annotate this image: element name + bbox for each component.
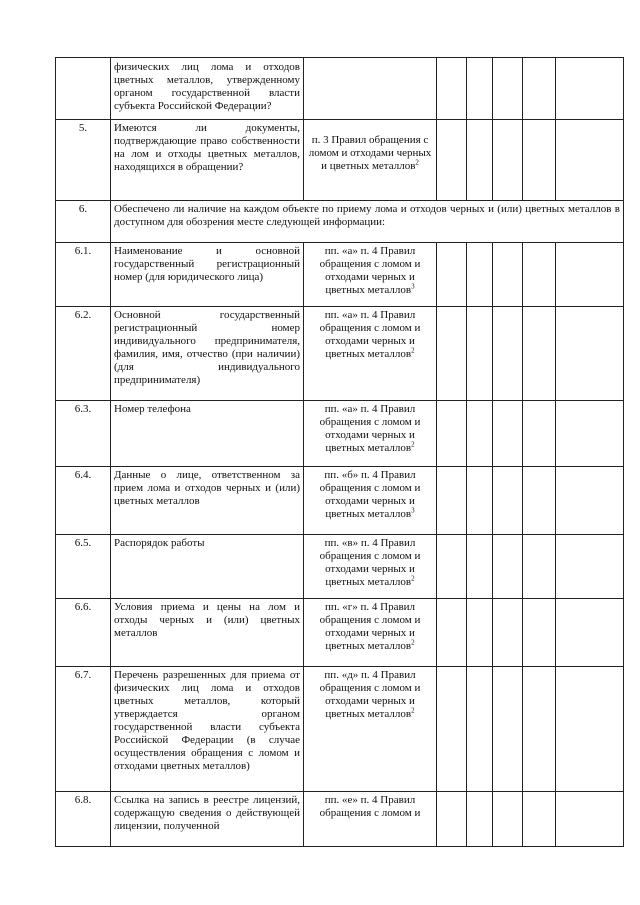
answer-cell [523, 243, 556, 307]
question-text: Перечень разрешенных для приема от физических лиц лома и отходов цветных металлов, который утверждается органом государственной власти субъекта Российской Федерации (в случае осуществления обращения с ломом и отходами цветных металлов) [111, 667, 304, 792]
notes-cell [556, 667, 624, 792]
table-row [56, 120, 624, 201]
answer-cell [493, 243, 523, 307]
table-row [56, 58, 624, 120]
reference-text: пп. «а» п. 4 Правил обращения с ломом и отходами черных и цветных металлов [319, 309, 421, 360]
reference-text: п. 3 Правил обращения с ломом и отходами черных и цветных металлов [308, 134, 432, 172]
reference-text: пп. «е» п. 4 Правил обращения с ломом и [319, 794, 421, 819]
notes-cell [556, 467, 624, 535]
answer-cell [493, 307, 523, 401]
answer-cell [437, 467, 467, 535]
reference-cell [304, 667, 437, 792]
reference-cell [304, 120, 437, 201]
answer-cell [467, 58, 493, 120]
question-text: Ссылка на запись в реестре лицензий, содержащую сведения о действующей лицензии, полученной [111, 792, 304, 847]
answer-cell [467, 243, 493, 307]
row-number: 6.4. [56, 467, 111, 535]
reference-text: пп. «а» п. 4 Правил обращения с ломом и отходами черных и цветных металлов [319, 245, 421, 296]
answer-cell [437, 58, 467, 120]
table-row [56, 792, 624, 847]
answer-cell [493, 792, 523, 847]
footnote-marker: 2 [415, 158, 419, 167]
row-number: 6.1. [56, 243, 111, 307]
notes-cell [556, 120, 624, 201]
answer-cell [493, 58, 523, 120]
reference-cell [304, 401, 437, 467]
answer-cell [523, 307, 556, 401]
notes-cell [556, 307, 624, 401]
reference-text: пп. «г» п. 4 Правил обращения с ломом и отходами черных и цветных металлов [319, 601, 421, 652]
question-text: Данные о лице, ответственном за прием лома и отходов черных и (или) цветных металлов [111, 467, 304, 535]
footnote-marker: 3 [411, 506, 415, 515]
notes-cell [556, 599, 624, 667]
question-text: Распорядок работы [111, 535, 304, 599]
reference-text: пп. «д» п. 4 Правил обращения с ломом и отходами черных и цветных металлов [319, 669, 421, 720]
answer-cell [523, 599, 556, 667]
footnote-marker: 2 [411, 638, 415, 647]
table-row [56, 201, 624, 243]
table-row [56, 401, 624, 467]
answer-cell [493, 667, 523, 792]
answer-cell [467, 120, 493, 201]
footnote-marker: 2 [411, 574, 415, 583]
table-row [56, 599, 624, 667]
answer-cell [493, 120, 523, 201]
reference-text: пп. «б» п. 4 Правил обращения с ломом и отходами черных и цветных металлов [319, 469, 421, 520]
notes-cell [556, 243, 624, 307]
notes-cell [556, 401, 624, 467]
reference-cell [304, 535, 437, 599]
row-number: 5. [56, 120, 111, 201]
reference-cell [304, 599, 437, 667]
question-text: Номер телефона [111, 401, 304, 467]
reference-cell [304, 243, 437, 307]
answer-cell [437, 307, 467, 401]
answer-cell [437, 243, 467, 307]
row-number: 6.7. [56, 667, 111, 792]
reference-cell [304, 58, 437, 120]
footnote-marker: 2 [411, 346, 415, 355]
table-row [56, 307, 624, 401]
answer-cell [493, 599, 523, 667]
answer-cell [523, 667, 556, 792]
row-number: 6.6. [56, 599, 111, 667]
reference-cell [304, 792, 437, 847]
answer-cell [437, 792, 467, 847]
answer-cell [523, 792, 556, 847]
question-text: Имеются ли документы, подтверждающие право собственности на лом и отходы цветных металлов, находящихся в обращении? [111, 120, 304, 201]
answer-cell [467, 599, 493, 667]
footnote-marker: 3 [411, 282, 415, 291]
table-row [56, 467, 624, 535]
answer-cell [437, 535, 467, 599]
answer-cell [523, 401, 556, 467]
footnote-marker: 2 [411, 706, 415, 715]
reference-text: пп. «в» п. 4 Правил обращения с ломом и отходами черных и цветных металлов [319, 537, 421, 588]
answer-cell [493, 467, 523, 535]
answer-cell [493, 401, 523, 467]
answer-cell [467, 535, 493, 599]
row-number: 6.5. [56, 535, 111, 599]
checklist-table [55, 57, 624, 847]
answer-cell [467, 667, 493, 792]
answer-cell [437, 667, 467, 792]
answer-cell [467, 792, 493, 847]
notes-cell [556, 535, 624, 599]
answer-cell [523, 120, 556, 201]
answer-cell [523, 535, 556, 599]
notes-cell [556, 792, 624, 847]
answer-cell [467, 467, 493, 535]
footnote-marker: 2 [411, 440, 415, 449]
row-number: 6.2. [56, 307, 111, 401]
question-text: Условия приема и цены на лом и отходы черных и (или) цветных металлов [111, 599, 304, 667]
question-text: физических лиц лома и отходов цветных металлов, утвержденному органом государственной власти субъекта Российской Федерации? [111, 58, 304, 120]
section-heading: Обеспечено ли наличие на каждом объекте по приему лома и отходов черных и (или) цветных металлов в доступном для обозрения месте следующей информации: [111, 201, 624, 243]
reference-text: пп. «а» п. 4 Правил обращения с ломом и отходами черных и цветных металлов [319, 403, 421, 454]
answer-cell [493, 535, 523, 599]
answer-cell [467, 401, 493, 467]
table-row [56, 667, 624, 792]
reference-cell [304, 467, 437, 535]
row-number: 6. [56, 201, 111, 243]
answer-cell [467, 307, 493, 401]
question-text: Наименование и основной государственный регистрационный номер (для юридического лица) [111, 243, 304, 307]
table-row [56, 243, 624, 307]
question-text: Основной государственный регистрационный номер индивидуального предпринимателя, фамилия, имя, отчество (при наличии) (для индивидуального предпринимателя) [111, 307, 304, 401]
answer-cell [437, 401, 467, 467]
table-row [56, 535, 624, 599]
row-number: 6.3. [56, 401, 111, 467]
reference-cell [304, 307, 437, 401]
answer-cell [523, 58, 556, 120]
notes-cell [556, 58, 624, 120]
row-number: 6.8. [56, 792, 111, 847]
answer-cell [437, 599, 467, 667]
answer-cell [523, 467, 556, 535]
row-number [56, 58, 111, 120]
answer-cell [437, 120, 467, 201]
